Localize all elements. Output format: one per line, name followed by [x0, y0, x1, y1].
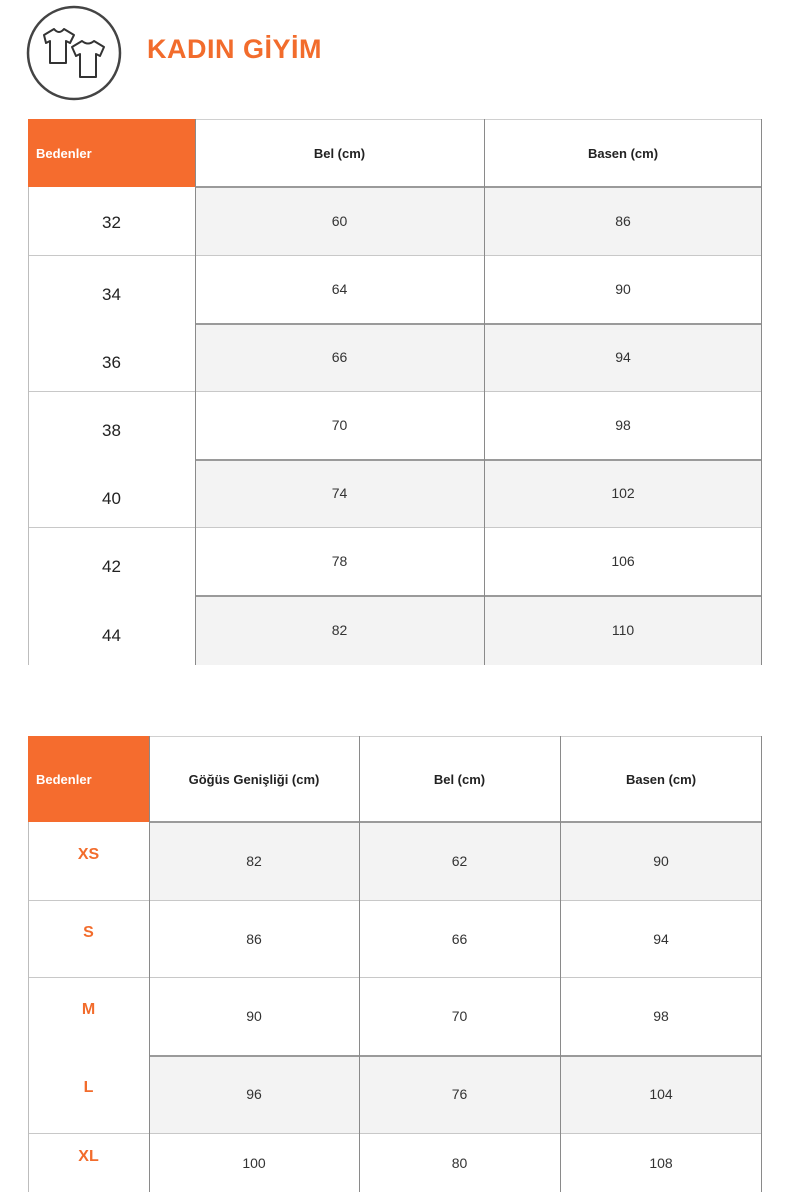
- table-row: [28, 187, 762, 255]
- table-header-row: [28, 736, 762, 822]
- table-row: [28, 900, 762, 977]
- table-row: [28, 527, 762, 595]
- header-cell-sizes: Bedenler: [28, 736, 149, 822]
- table-row: [28, 595, 762, 665]
- hip-cell: 90: [560, 822, 762, 900]
- table-divider: [28, 977, 762, 978]
- waist-cell: 64: [195, 255, 484, 323]
- table-divider: [28, 391, 762, 392]
- hip-cell: 90: [484, 255, 762, 323]
- waist-cell: 80: [359, 1133, 560, 1192]
- header-cell-waist: Bel (cm): [195, 119, 484, 187]
- table-divider: [149, 736, 150, 1192]
- size-cell: XS: [28, 822, 149, 888]
- table-divider: [149, 821, 762, 823]
- waist-cell: 62: [359, 822, 560, 900]
- table-border: [761, 119, 762, 665]
- chest-cell: 90: [149, 977, 359, 1055]
- header-cell-waist: Bel (cm): [359, 736, 560, 822]
- table-border: [28, 822, 29, 1192]
- waist-cell: 70: [359, 977, 560, 1055]
- waist-cell: 66: [359, 900, 560, 977]
- table-divider: [195, 595, 762, 597]
- table-divider: [195, 186, 762, 188]
- header-cell-sizes: Bedenler: [28, 119, 195, 187]
- waist-cell: 76: [359, 1055, 560, 1133]
- tshirt-icon: [26, 5, 122, 101]
- table-row: [28, 1133, 762, 1192]
- table-row: [28, 822, 762, 900]
- size-cell: XL: [28, 1133, 149, 1180]
- table-divider: [28, 1133, 762, 1134]
- table-divider: [28, 255, 762, 256]
- hip-cell: 94: [560, 900, 762, 977]
- table-row: [28, 391, 762, 459]
- chest-cell: 82: [149, 822, 359, 900]
- size-cell: M: [28, 977, 149, 1043]
- hip-cell: 108: [560, 1133, 762, 1192]
- waist-cell: 74: [195, 459, 484, 527]
- hip-cell: 98: [484, 391, 762, 459]
- size-cell: 34: [28, 267, 195, 323]
- size-cell: 42: [28, 539, 195, 595]
- hip-cell: 86: [484, 187, 762, 255]
- hip-cell: 94: [484, 323, 762, 391]
- waist-cell: 78: [195, 527, 484, 595]
- header-cell-hip: Basen (cm): [484, 119, 762, 187]
- table-border: [761, 736, 762, 1192]
- size-cell: 32: [28, 191, 195, 255]
- hip-cell: 110: [484, 595, 762, 665]
- size-table-numeric: [28, 119, 762, 665]
- waist-cell: 66: [195, 323, 484, 391]
- size-table-letter: [28, 736, 762, 1192]
- table-row: [28, 459, 762, 527]
- table-divider: [560, 736, 561, 1192]
- size-cell: 40: [28, 471, 195, 527]
- table-divider: [195, 459, 762, 461]
- header-cell-chest: Göğüs Genişliği (cm): [149, 736, 359, 822]
- table-divider: [195, 323, 762, 325]
- table-border: [195, 119, 762, 120]
- waist-cell: 60: [195, 187, 484, 255]
- page-title: KADIN GİYİM: [147, 34, 323, 64]
- table-header-row: [28, 119, 762, 187]
- table-border: [28, 187, 29, 665]
- size-cell: 36: [28, 335, 195, 391]
- hip-cell: 98: [560, 977, 762, 1055]
- chest-cell: 100: [149, 1133, 359, 1192]
- size-cell: 44: [28, 607, 195, 665]
- hip-cell: 106: [484, 527, 762, 595]
- chest-cell: 86: [149, 900, 359, 977]
- table-divider: [359, 736, 360, 1192]
- chest-cell: 96: [149, 1055, 359, 1133]
- size-cell: 38: [28, 403, 195, 459]
- size-cell: S: [28, 900, 149, 965]
- waist-cell: 82: [195, 595, 484, 665]
- table-divider: [28, 900, 762, 901]
- table-divider: [149, 1055, 762, 1057]
- waist-cell: 70: [195, 391, 484, 459]
- table-border: [149, 736, 762, 737]
- hip-cell: 104: [560, 1055, 762, 1133]
- table-row: [28, 323, 762, 391]
- page-header: [0, 0, 800, 110]
- header-cell-hip: Basen (cm): [560, 736, 762, 822]
- table-row: [28, 1055, 762, 1133]
- table-divider: [28, 527, 762, 528]
- hip-cell: 102: [484, 459, 762, 527]
- table-row: [28, 977, 762, 1055]
- size-cell: L: [28, 1055, 149, 1121]
- table-divider: [484, 119, 485, 665]
- table-divider: [195, 119, 196, 665]
- table-row: [28, 255, 762, 323]
